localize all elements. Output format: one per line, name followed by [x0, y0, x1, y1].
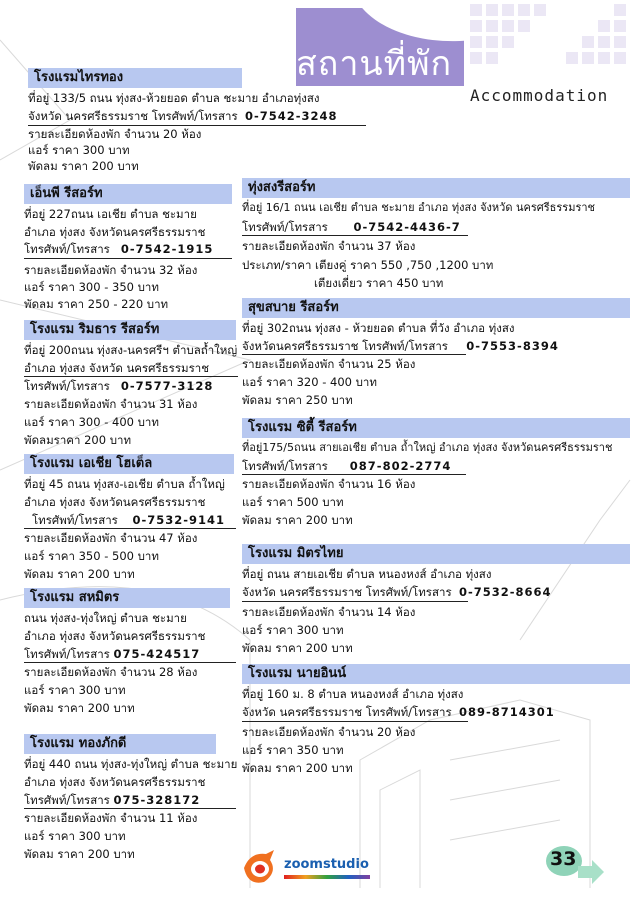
hotel-address: อำเภอ ทุ่งสง จังหวัดนครศรีธรรมราช: [24, 495, 206, 509]
aircon-price: แอร์ ราคา 300 บาท: [28, 143, 130, 157]
phone-number: 087-802-2774: [349, 459, 452, 473]
grid-squares-decoration: [466, 0, 634, 66]
hotel-address: ที่อยู่ 133/5 ถนน ทุ่งสง-ห้วยยอด ตำบล ชะมาย อำเภอทุ่งสง: [28, 91, 320, 105]
divider: [242, 235, 468, 236]
phone-number: 0-7553-8394: [466, 339, 559, 353]
phone-number: 075-328172: [113, 793, 201, 807]
zoomstudio-logo-icon: [240, 848, 280, 886]
aircon-price: แอร์ ราคา 350 บาท: [242, 743, 344, 757]
aircon-price: แอร์ ราคา 300 - 350 บาท: [24, 280, 159, 294]
phone-number: 089-8714301: [458, 705, 555, 719]
fan-price: พัดลม ราคา 200 บาท: [24, 847, 135, 861]
page-number: 33: [550, 848, 577, 870]
hotel-address: ที่อยู่175/5ถนน สายเอเชีย ตำบล ถ้ำใหญ่ อำเภอ ทุ่งสง จังหวัดนครศรีธรรมราช: [242, 441, 613, 454]
hotel-address: ที่อยู่ 440 ถนน ทุ่งสง-ทุ่งใหญ่ ตำบล ชะมาย: [24, 757, 238, 771]
hotel-address: ที่อยู่ 302ถนน ทุ่งสง - ห้วยยอด ตำบล ที่วัง อำเภอ ทุ่งสง: [242, 321, 515, 335]
room-count: รายละเอียดห้องพัก จำนวน 37 ห้อง: [242, 239, 416, 253]
room-count: รายละเอียดห้องพัก จำนวน 20 ห้อง: [242, 725, 416, 739]
hotel-phone-line: [24, 378, 213, 394]
divider: [24, 528, 236, 529]
phone-label: จังหวัด นครศรีธรรมราช โทรศัพท์/โทรสาร: [242, 705, 452, 719]
hotel-name: โรงแรม มิตรไทย: [242, 544, 630, 564]
room-count: รายละเอียดห้องพัก จำนวน 14 ห้อง: [242, 605, 416, 619]
hotel-address: ที่อยู่ 16/1 ถนน เอเชีย ตำบล ชะมาย อำเภอ ทุ่งสง จังหวัด นครศรีธรรมราช: [242, 201, 596, 214]
hotel-name: เอ็นพี รีสอร์ท: [24, 184, 232, 204]
phone-number: 075-424517: [113, 647, 201, 661]
fan-price: พัดลม ราคา 200 บาท: [24, 701, 135, 715]
hotel-address: อำเภอ ทุ่งสง จังหวัดนครศรีธรรมราช: [24, 775, 206, 789]
hotel-name: โรงแรมไทรทอง: [28, 68, 242, 88]
room-count: รายละเอียดห้องพัก จำนวน 32 ห้อง: [24, 263, 198, 277]
page-subtitle: Accommodation: [470, 86, 609, 105]
phone-number: 0-7577-3128: [120, 379, 214, 393]
hotel-address: ถนน ทุ่งสง-ทุ่งใหญ่ ตำบล ชะมาย: [24, 611, 187, 625]
divider: [24, 808, 236, 809]
arrow-icon: [576, 860, 606, 884]
hotel-name: โรงแรม ซิตี้ รีสอร์ท: [242, 418, 630, 438]
phone-label: โทรศัพท์/โทรสาร: [242, 459, 328, 473]
hotel-phone-line: [242, 584, 552, 600]
phone-label: โทรศัพท์/โทรสาร: [32, 513, 118, 527]
room-count: รายละเอียดห้องพัก จำนวน 16 ห้อง: [242, 477, 416, 491]
fan-price: พัดลม ราคา 250 - 220 บาท: [24, 297, 169, 311]
hotel-address: อำเภอ ทุ่งสง จังหวัดนครศรีธรรมราช: [24, 629, 206, 643]
fan-price: พัดลม ราคา 200 บาท: [28, 159, 139, 173]
page-title: สถานที่พัก: [296, 44, 453, 84]
phone-number: 0-7542-1915: [120, 242, 214, 256]
room-count: รายละเอียดห้องพัก จำนวน 11 ห้อง: [24, 811, 198, 825]
twin-bed-price: ประเภท/ราคา เตียงคู่ ราคา 550 ,750 ,1200 บาท: [242, 258, 494, 272]
hotel-name: โรงแรม เอเชีย โฮเต็ล: [24, 454, 234, 474]
hotel-phone-line: [32, 512, 225, 528]
aircon-price: แอร์ ราคา 300 บาท: [24, 829, 126, 843]
room-count: รายละเอียดห้องพัก จำนวน 47 ห้อง: [24, 531, 198, 545]
phone-number: 0-7532-9141: [132, 513, 226, 527]
divider: [242, 601, 468, 602]
fan-price: พัดลม ราคา 250 บาท: [242, 393, 353, 407]
fan-price: พัดลม ราคา 200 บาท: [24, 567, 135, 581]
fan-price: พัดลมราคา 200 บาท: [24, 433, 132, 447]
logo-color-bar: [284, 875, 370, 879]
phone-label: โทรศัพท์/โทรสาร: [24, 647, 110, 661]
phone-number: 0-7532-8664: [458, 585, 552, 599]
hotel-phone-line: [242, 458, 451, 474]
phone-label: โทรศัพท์/โทรสาร: [242, 220, 328, 234]
aircon-price: แอร์ ราคา 350 - 500 บาท: [24, 549, 159, 563]
phone-label: โทรศัพท์/โทรสาร: [24, 793, 110, 807]
hotel-address: ที่อยู่ 160 ม. 8 ตำบล หนองหงส์ อำเภอ ทุ่งสง: [242, 687, 464, 701]
hotel-address: อำเภอ ทุ่งสง จังหวัดนครศรีธรรมราช: [24, 225, 206, 239]
hotel-name: โรงแรม สหมิตร: [24, 588, 230, 608]
aircon-price: แอร์ ราคา 500 บาท: [242, 495, 344, 509]
hotel-name: โรงแรม ทองภักดี: [24, 734, 216, 754]
fan-price: พัดลม ราคา 200 บาท: [242, 513, 353, 527]
hotel-phone-line: [242, 704, 555, 720]
hotel-name: สุขสบาย รีสอร์ท: [242, 298, 630, 318]
fan-price: พัดลม ราคา 200 บาท: [242, 641, 353, 655]
divider: [24, 376, 238, 377]
zoomstudio-logo: [240, 848, 390, 888]
aircon-price: แอร์ ราคา 300 - 400 บาท: [24, 415, 159, 429]
phone-label: จังหวัดนครศรีธรรมราช โทรศัพท์/โทรสาร: [242, 339, 448, 353]
divider: [242, 721, 468, 722]
hotel-phone-line: [28, 108, 338, 124]
divider: [24, 662, 236, 663]
aircon-price: แอร์ ราคา 320 - 400 บาท: [242, 375, 377, 389]
divider: [242, 474, 466, 475]
hotel-address: อำเภอ ทุ่งสง จังหวัด นครศรีธรรมราช: [24, 361, 210, 375]
hotel-address: ที่อยู่ ถนน สายเอเชีย ตำบล หนองหงส์ อำเภอ ทุ่งสง: [242, 567, 492, 581]
hotel-address: ที่อยู่ 227ถนน เอเชีย ตำบล ชะมาย: [24, 207, 197, 221]
logo-text: zoomstudio: [284, 857, 369, 872]
phone-label: จังหวัด นครศรีธรรมราช โทรศัพท์/โทรสาร: [242, 585, 452, 599]
room-count: รายละเอียดห้องพัก จำนวน 28 ห้อง: [24, 665, 198, 679]
hotel-address: ที่อยู่ 45 ถนน ทุ่งสง-เอเชีย ตำบล ถ้ำใหญ่: [24, 477, 225, 491]
phone-label: จังหวัด นครศรีธรรมราช โทรศัพท์/โทรสาร: [28, 109, 238, 123]
phone-label: โทรศัพท์/โทรสาร: [24, 242, 110, 256]
fan-price: พัดลม ราคา 200 บาท: [242, 761, 353, 775]
phone-number: 0-7542-4436-7: [353, 220, 461, 234]
aircon-price: แอร์ ราคา 300 บาท: [24, 683, 126, 697]
hotel-name: โรงแรม ริมธาร รีสอร์ท: [24, 320, 236, 340]
room-count: รายละเอียดห้องพัก จำนวน 31 ห้อง: [24, 397, 198, 411]
hotel-phone-line: [24, 241, 213, 257]
hotel-name: โรงแรม นายอินน์: [242, 664, 630, 684]
room-count: รายละเอียดห้องพัก จำนวน 20 ห้อง: [28, 127, 202, 141]
divider: [242, 354, 466, 355]
hotel-phone-line: [242, 219, 461, 235]
single-bed-price: เตียงเดี่ยว ราคา 450 บาท: [314, 276, 444, 290]
phone-number: 0-7542-3248: [244, 109, 338, 123]
divider: [24, 258, 232, 259]
hotel-phone-line: [242, 338, 559, 354]
phone-label: โทรศัพท์/โทรสาร: [24, 379, 110, 393]
hotel-name: ทุ่งสงรีสอร์ท: [242, 178, 630, 198]
hotel-address: ที่อยู่ 200ถนน ทุ่งสง-นครศรีฯ ตำบลถ้ำใหญ่: [24, 343, 238, 357]
aircon-price: แอร์ ราคา 300 บาท: [242, 623, 344, 637]
hotel-phone-line: [24, 646, 200, 662]
hotel-phone-line: [24, 792, 200, 808]
room-count: รายละเอียดห้องพัก จำนวน 25 ห้อง: [242, 357, 416, 371]
